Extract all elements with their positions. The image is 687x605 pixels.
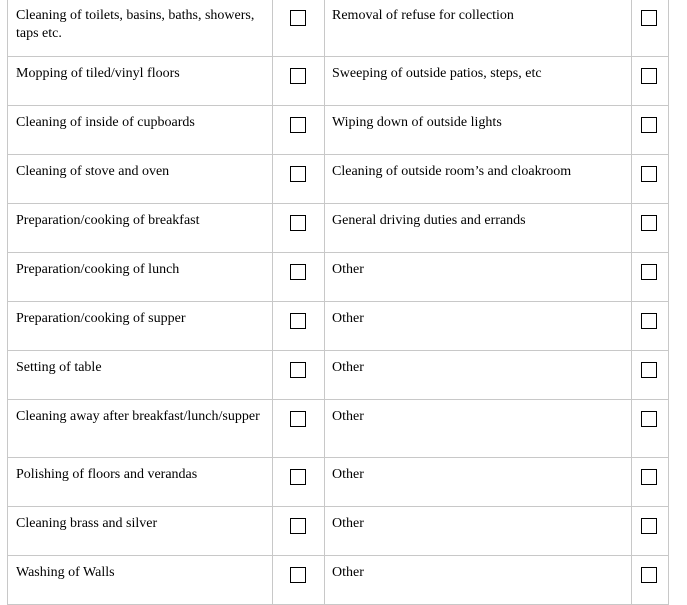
duty-label-left: Cleaning of toilets, basins, baths, showers, taps etc. bbox=[8, 0, 273, 57]
duty-label-left: Preparation/cooking of breakfast bbox=[8, 204, 273, 253]
table-row bbox=[8, 57, 669, 106]
checkbox-cell bbox=[273, 302, 325, 351]
checkbox-cell bbox=[273, 253, 325, 302]
duty-label-left: Washing of Walls bbox=[8, 556, 273, 605]
table-row bbox=[8, 204, 669, 253]
duty-checkbox-right[interactable] bbox=[641, 10, 657, 26]
duty-label-right: Other bbox=[325, 253, 632, 302]
duty-checkbox-left[interactable] bbox=[290, 117, 306, 133]
duty-checkbox-left[interactable] bbox=[290, 469, 306, 485]
duty-label-right: General driving duties and errands bbox=[325, 204, 632, 253]
duty-checkbox-right[interactable] bbox=[641, 567, 657, 583]
duty-checkbox-left[interactable] bbox=[290, 411, 306, 427]
checkbox-cell bbox=[632, 155, 669, 204]
checkbox-cell bbox=[273, 351, 325, 400]
duty-label-right: Other bbox=[325, 302, 632, 351]
duty-checkbox-left[interactable] bbox=[290, 10, 306, 26]
duty-checkbox-left[interactable] bbox=[290, 264, 306, 280]
table-row bbox=[8, 351, 669, 400]
duty-checkbox-left[interactable] bbox=[290, 68, 306, 84]
table-row bbox=[8, 458, 669, 507]
duty-label-right: Sweeping of outside patios, steps, etc bbox=[325, 57, 632, 106]
duty-checkbox-right[interactable] bbox=[641, 264, 657, 280]
duty-checkbox-left[interactable] bbox=[290, 215, 306, 231]
table-row bbox=[8, 507, 669, 556]
checkbox-cell bbox=[273, 106, 325, 155]
duty-checkbox-right[interactable] bbox=[641, 518, 657, 534]
duty-label-right: Cleaning of outside room’s and cloakroom bbox=[325, 155, 632, 204]
checkbox-cell bbox=[273, 400, 325, 458]
checkbox-cell bbox=[632, 400, 669, 458]
duty-checkbox-right[interactable] bbox=[641, 313, 657, 329]
duty-label-right: Wiping down of outside lights bbox=[325, 106, 632, 155]
duties-checklist-table bbox=[7, 0, 669, 605]
duty-label-left: Polishing of floors and verandas bbox=[8, 458, 273, 507]
duty-checkbox-right[interactable] bbox=[641, 469, 657, 485]
duty-label-right: Other bbox=[325, 458, 632, 507]
checkbox-cell bbox=[632, 57, 669, 106]
duty-label-left: Cleaning of stove and oven bbox=[8, 155, 273, 204]
duty-checkbox-left[interactable] bbox=[290, 362, 306, 378]
checkbox-cell bbox=[632, 253, 669, 302]
table-row bbox=[8, 106, 669, 155]
duty-checkbox-right[interactable] bbox=[641, 166, 657, 182]
checkbox-cell bbox=[632, 458, 669, 507]
table-row bbox=[8, 155, 669, 204]
table-row bbox=[8, 0, 669, 57]
checkbox-cell bbox=[632, 0, 669, 57]
checkbox-cell bbox=[273, 204, 325, 253]
table-row bbox=[8, 302, 669, 351]
table-row bbox=[8, 400, 669, 458]
duty-checkbox-right[interactable] bbox=[641, 117, 657, 133]
checkbox-cell bbox=[273, 0, 325, 57]
duty-label-left: Setting of table bbox=[8, 351, 273, 400]
duty-label-left: Mopping of tiled/vinyl floors bbox=[8, 57, 273, 106]
checkbox-cell bbox=[632, 556, 669, 605]
checkbox-cell bbox=[632, 351, 669, 400]
checkbox-cell bbox=[632, 507, 669, 556]
duty-label-left: Preparation/cooking of lunch bbox=[8, 253, 273, 302]
duty-checkbox-right[interactable] bbox=[641, 362, 657, 378]
duty-checkbox-right[interactable] bbox=[641, 215, 657, 231]
duty-checkbox-right[interactable] bbox=[641, 68, 657, 84]
duty-label-right: Other bbox=[325, 507, 632, 556]
checkbox-cell bbox=[273, 458, 325, 507]
checkbox-cell bbox=[273, 155, 325, 204]
duty-label-right: Removal of refuse for collection bbox=[325, 0, 632, 57]
duty-checkbox-left[interactable] bbox=[290, 313, 306, 329]
duty-label-right: Other bbox=[325, 556, 632, 605]
duty-label-left: Cleaning brass and silver bbox=[8, 507, 273, 556]
checkbox-cell bbox=[632, 302, 669, 351]
checkbox-cell bbox=[273, 57, 325, 106]
checkbox-cell bbox=[632, 106, 669, 155]
duty-checkbox-left[interactable] bbox=[290, 567, 306, 583]
checkbox-cell bbox=[632, 204, 669, 253]
duty-label-right: Other bbox=[325, 400, 632, 458]
duty-label-left: Preparation/cooking of supper bbox=[8, 302, 273, 351]
checkbox-cell bbox=[273, 556, 325, 605]
duty-checkbox-right[interactable] bbox=[641, 411, 657, 427]
duty-checkbox-left[interactable] bbox=[290, 518, 306, 534]
checkbox-cell bbox=[273, 507, 325, 556]
duty-checkbox-left[interactable] bbox=[290, 166, 306, 182]
duty-label-right: Other bbox=[325, 351, 632, 400]
duty-label-left: Cleaning away after breakfast/lunch/supper bbox=[8, 400, 273, 458]
table-row bbox=[8, 253, 669, 302]
table-row bbox=[8, 556, 669, 605]
duty-label-left: Cleaning of inside of cupboards bbox=[8, 106, 273, 155]
